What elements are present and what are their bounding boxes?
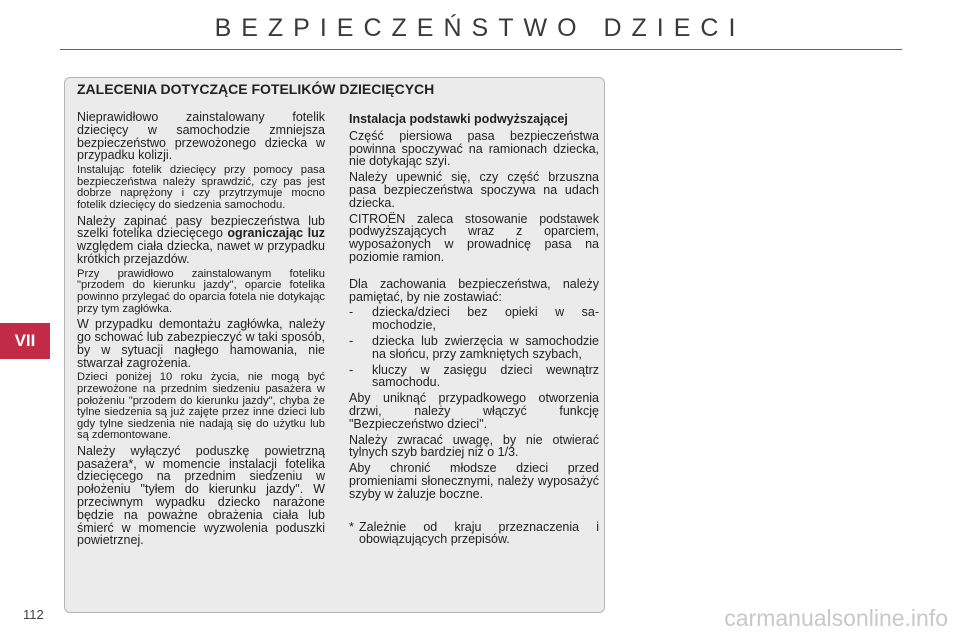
title-divider	[60, 49, 902, 50]
safety-intro: Dla zachowania bezpieczeństwa, należy pamiętać, by nie zostawiać:	[349, 276, 599, 304]
paragraph: CITROËN zaleca stosowanie podstawek podwyższających wraz z oparciem, wyposażonych w prowadnicę pasa na poziomie ramion.	[349, 211, 599, 264]
paragraph: Część piersiowa pasa bezpieczeństwa powinna spoczywać na ramionach dziecka, nie dotykając szyi.	[349, 128, 599, 169]
right-column	[349, 113, 599, 546]
paragraph: Aby chronić młodsze dzieci przed promieniami słonecznymi, należy wyposażyć szyby w żaluzje boczne.	[349, 461, 599, 501]
page-number: 112	[23, 607, 44, 622]
chapter-tab: VII	[0, 323, 50, 359]
list-item: - dziecka lub zwierzęcia w samochodzie na słońcu, przy zamkniętych szybach,	[349, 333, 599, 361]
paragraph: Aby uniknąć przypadkowego otworzenia drzwi, należy włączyć funkcję "Bezpieczeństwo dzieci".	[349, 391, 599, 431]
bullet-dash: -	[349, 333, 354, 348]
paragraph: W przypadku demontażu zagłówka, należy go schować lub zabezpieczyć w taki sposób, by w sytuacji nagłego hamowania, nie stwarzał zagrożenia.	[77, 317, 325, 370]
paragraph: Należy upewnić się, czy część brzuszna pasa bezpieczeństwa spoczywa na udach dziecka.	[349, 170, 599, 210]
belt-text-after: względem ciała dziecka, nawet w przypadku krótkich przejazdów.	[77, 239, 325, 266]
booster-subtitle: Instalacja podstawki podwyższającej	[349, 112, 568, 126]
footnote-marker: *	[349, 519, 354, 534]
footnote: * Zależnie od kraju przeznaczenia i obowiązujących przepisów.	[349, 519, 599, 547]
paragraph: Nieprawidłowo zainstalowany fotelik dziecięcy w samochodzie zmniejsza bezpieczeństwo przewożonego dziecka w przypadku kolizji.	[77, 110, 325, 163]
list-item: - kluczy w zasięgu dzieci wewnątrz samochodu.	[349, 362, 599, 390]
belt-paragraph	[77, 215, 325, 266]
left-column	[77, 111, 325, 550]
section-title: ZALECENIA DOTYCZĄCE FOTELIKÓW DZIECIĘCYCH	[77, 81, 435, 97]
paragraph: Dzieci poniżej 10 roku życia, nie mogą być przewożone na przednim siedzeniu pasażera w położeniu "przodem do kierunku jazdy", chyba że tylne siedzenia są już zajęte przez inne dzieci lub gdy tylne siedzenia nie nadają się do użytku lub są zdemontowane.	[77, 371, 325, 442]
watermark: carmanualsonline.info	[724, 605, 948, 631]
paragraph: Należy zwracać uwagę, by nie otwierać tylnych szyb bardziej niż o 1/3.	[349, 432, 599, 460]
belt-text-emphasis: ograniczając luz	[227, 226, 325, 241]
paragraph: Przy prawidłowo zainstalowanym foteliku "przodem do kierunku jazdy", oparcie fotelika powinno przylegać do oparcia fotela nie dotykając przy tym zagłówka.	[77, 267, 325, 315]
bullet-dash: -	[349, 362, 354, 377]
paragraph: Instalując fotelik dziecięcy przy pomocy pasa bezpieczeństwa należy sprawdzić, czy pas jest dobrze naprężony i czy przytrzymuje mocno fotelik dziecięcy do siedzenia samochodu.	[77, 164, 325, 211]
list-item: - dziecka/dzieci bez opieki w samochodzie,	[349, 305, 599, 333]
paragraph: Należy wyłączyć poduszkę powietrzną pasażera*, w momencie instalacji fotelika dziecięcego na przednim siedzeniu w położeniu "tyłem do kierunku jazdy". W przeciwnym wypadku dziecko narażone będzie na poważne obrażenia ciała lub śmierć w momencie wyzwolenia poduszki powietrznej.	[77, 443, 325, 548]
page-title: BEZPIECZEŃSTWO DZIECI	[214, 14, 746, 42]
bullet-dash: -	[349, 305, 354, 320]
belt-text-before: Należy zapinać pasy bezpieczeństwa lub szelki fotelika dziecięcego	[77, 213, 325, 241]
